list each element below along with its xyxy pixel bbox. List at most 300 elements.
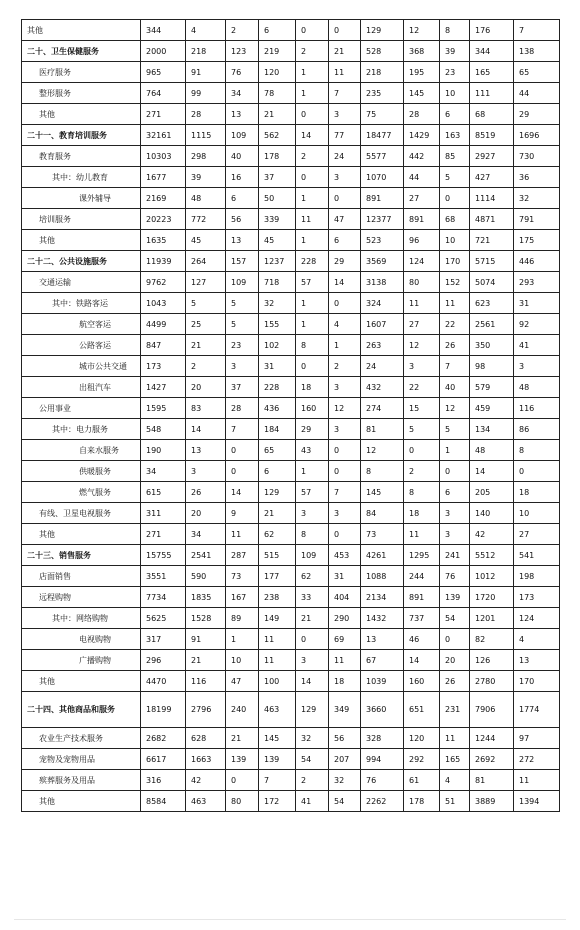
- table-row: [22, 314, 560, 335]
- table-cell: 41: [296, 791, 329, 812]
- table-cell: 33: [296, 587, 329, 608]
- table-cell: 172: [259, 791, 296, 812]
- table-cell: 272: [514, 749, 560, 770]
- table-cell: 175: [514, 230, 560, 251]
- table-row: [22, 524, 560, 545]
- table-cell: 2: [329, 356, 361, 377]
- table-cell: 730: [514, 146, 560, 167]
- table-cell: 5577: [361, 146, 404, 167]
- table-cell: 11: [440, 728, 470, 749]
- table-cell: 442: [404, 146, 440, 167]
- table-cell: 891: [404, 209, 440, 230]
- row-label: 二十二、公共设施服务: [22, 251, 141, 272]
- table-cell: 170: [440, 251, 470, 272]
- table-cell: 7906: [470, 692, 514, 728]
- table-cell: 16: [226, 167, 259, 188]
- row-label: 供暖服务: [22, 461, 141, 482]
- table-cell: 579: [470, 377, 514, 398]
- table-cell: 994: [361, 749, 404, 770]
- row-label: 医疗服务: [22, 62, 141, 83]
- table-cell: 31: [329, 566, 361, 587]
- table-cell: 69: [329, 629, 361, 650]
- table-cell: 134: [470, 419, 514, 440]
- row-label: 二十四、其他商品和服务: [22, 692, 141, 728]
- table-row: [22, 230, 560, 251]
- table-cell: 29: [296, 419, 329, 440]
- table-row: [22, 293, 560, 314]
- table-cell: 27: [404, 188, 440, 209]
- table-cell: 8: [514, 440, 560, 461]
- table-cell: 344: [470, 41, 514, 62]
- table-cell: 5074: [470, 272, 514, 293]
- table-cell: 241: [440, 545, 470, 566]
- row-label: 二十三、销售服务: [22, 545, 141, 566]
- table-cell: 432: [361, 377, 404, 398]
- table-cell: 39: [186, 167, 226, 188]
- table-cell: 891: [361, 188, 404, 209]
- table-cell: 109: [226, 125, 259, 146]
- table-cell: 891: [404, 587, 440, 608]
- table-cell: 1043: [141, 293, 186, 314]
- table-cell: 965: [141, 62, 186, 83]
- row-label: 电视购物: [22, 629, 141, 650]
- table-cell: 0: [226, 770, 259, 791]
- table-cell: 6: [440, 104, 470, 125]
- table-cell: 3: [440, 524, 470, 545]
- table-cell: 24: [329, 146, 361, 167]
- table-cell: 31: [259, 356, 296, 377]
- table-cell: 240: [226, 692, 259, 728]
- table-cell: 5: [404, 419, 440, 440]
- table-cell: 11: [226, 524, 259, 545]
- table-cell: 14: [470, 461, 514, 482]
- table-cell: 57: [296, 482, 329, 503]
- table-cell: 116: [186, 671, 226, 692]
- table-cell: 2796: [186, 692, 226, 728]
- table-row: [22, 608, 560, 629]
- table-cell: 0: [440, 188, 470, 209]
- table-cell: 1774: [514, 692, 560, 728]
- table-cell: 140: [470, 503, 514, 524]
- table-cell: 62: [259, 524, 296, 545]
- table-cell: 129: [361, 20, 404, 41]
- table-cell: 446: [514, 251, 560, 272]
- table-cell: 145: [404, 83, 440, 104]
- table-cell: 24: [361, 356, 404, 377]
- table-cell: 317: [141, 629, 186, 650]
- row-label: 其中：幼儿教育: [22, 167, 141, 188]
- table-cell: 40: [226, 146, 259, 167]
- table-cell: 1835: [186, 587, 226, 608]
- table-cell: 83: [186, 398, 226, 419]
- table-cell: 4871: [470, 209, 514, 230]
- table-row: [22, 356, 560, 377]
- table-cell: 5625: [141, 608, 186, 629]
- table-cell: 11: [259, 650, 296, 671]
- table-cell: 155: [259, 314, 296, 335]
- table-cell: 13: [514, 650, 560, 671]
- table-cell: 4: [440, 770, 470, 791]
- table-cell: 22: [440, 314, 470, 335]
- table-cell: 2780: [470, 671, 514, 692]
- table-row: [22, 587, 560, 608]
- table-cell: 139: [440, 587, 470, 608]
- table-cell: 523: [361, 230, 404, 251]
- row-label: 农业生产技术服务: [22, 728, 141, 749]
- table-cell: 6: [259, 20, 296, 41]
- table-cell: 18: [404, 503, 440, 524]
- table-row: [22, 377, 560, 398]
- table-cell: 2134: [361, 587, 404, 608]
- table-row: [22, 20, 560, 41]
- table-cell: 8: [296, 524, 329, 545]
- table-cell: 129: [296, 692, 329, 728]
- table-cell: 84: [361, 503, 404, 524]
- table-cell: 26: [440, 671, 470, 692]
- table-cell: 126: [470, 650, 514, 671]
- table-cell: 219: [259, 41, 296, 62]
- table-cell: 3: [226, 356, 259, 377]
- table-cell: 3: [296, 650, 329, 671]
- table-cell: 29: [329, 251, 361, 272]
- row-label: 培训服务: [22, 209, 141, 230]
- table-cell: 3660: [361, 692, 404, 728]
- table-row: [22, 41, 560, 62]
- table-cell: 2: [296, 770, 329, 791]
- table-cell: 124: [514, 608, 560, 629]
- table-row: [22, 566, 560, 587]
- table-cell: 10: [440, 83, 470, 104]
- table-cell: 184: [259, 419, 296, 440]
- row-label: 宠物及宠物用品: [22, 749, 141, 770]
- table-cell: 1: [296, 62, 329, 83]
- table-cell: 235: [361, 83, 404, 104]
- table-cell: 296: [141, 650, 186, 671]
- table-cell: 78: [259, 83, 296, 104]
- table-row: [22, 272, 560, 293]
- table-cell: 178: [259, 146, 296, 167]
- table-cell: 177: [259, 566, 296, 587]
- row-label: 其中：网络购物: [22, 608, 141, 629]
- table-cell: 368: [404, 41, 440, 62]
- table-cell: 238: [259, 587, 296, 608]
- table-row: [22, 770, 560, 791]
- table-cell: 29: [514, 104, 560, 125]
- row-label: 城市公共交通: [22, 356, 141, 377]
- table-cell: 80: [226, 791, 259, 812]
- table-cell: 145: [259, 728, 296, 749]
- table-cell: 80: [404, 272, 440, 293]
- table-cell: 0: [296, 104, 329, 125]
- table-cell: 3889: [470, 791, 514, 812]
- table-cell: 13: [186, 440, 226, 461]
- table-cell: 3: [296, 503, 329, 524]
- table-cell: 23: [440, 62, 470, 83]
- table-cell: 12: [404, 20, 440, 41]
- table-cell: 21: [296, 608, 329, 629]
- table-cell: 4499: [141, 314, 186, 335]
- table-cell: 109: [296, 545, 329, 566]
- table-cell: 43: [296, 440, 329, 461]
- table-cell: 11939: [141, 251, 186, 272]
- row-label: 殡葬服务及用品: [22, 770, 141, 791]
- table-cell: 651: [404, 692, 440, 728]
- table-cell: 0: [329, 461, 361, 482]
- table-cell: 2: [296, 146, 329, 167]
- table-cell: 562: [259, 125, 296, 146]
- table-cell: 344: [141, 20, 186, 41]
- table-cell: 339: [259, 209, 296, 230]
- table-cell: 138: [514, 41, 560, 62]
- row-label: 教育服务: [22, 146, 141, 167]
- table-cell: 228: [259, 377, 296, 398]
- table-cell: 623: [470, 293, 514, 314]
- table-body: [22, 20, 560, 812]
- row-label: 燃气服务: [22, 482, 141, 503]
- table-cell: 2541: [186, 545, 226, 566]
- table-cell: 4: [329, 314, 361, 335]
- table-cell: 2927: [470, 146, 514, 167]
- table-cell: 1607: [361, 314, 404, 335]
- table-cell: 152: [440, 272, 470, 293]
- table-cell: 160: [296, 398, 329, 419]
- table-cell: 173: [141, 356, 186, 377]
- table-cell: 0: [514, 461, 560, 482]
- table-cell: 102: [259, 335, 296, 356]
- table-row: [22, 671, 560, 692]
- table-cell: 3: [329, 419, 361, 440]
- table-cell: 111: [470, 83, 514, 104]
- table-cell: 36: [514, 167, 560, 188]
- table-cell: 11: [296, 209, 329, 230]
- table-cell: 18: [514, 482, 560, 503]
- table-cell: 28: [226, 398, 259, 419]
- table-cell: 541: [514, 545, 560, 566]
- table-cell: 120: [404, 728, 440, 749]
- table-cell: 26: [440, 335, 470, 356]
- table-cell: 21: [186, 335, 226, 356]
- table-cell: 0: [329, 524, 361, 545]
- table-cell: 3: [186, 461, 226, 482]
- table-cell: 1: [296, 314, 329, 335]
- row-label: 其他: [22, 230, 141, 251]
- table-cell: 3: [329, 377, 361, 398]
- table-cell: 1039: [361, 671, 404, 692]
- table-cell: 590: [186, 566, 226, 587]
- table-row: [22, 83, 560, 104]
- table-cell: 76: [226, 62, 259, 83]
- table-row: [22, 167, 560, 188]
- table-cell: 20223: [141, 209, 186, 230]
- table-cell: 28: [186, 104, 226, 125]
- table-cell: 3: [440, 503, 470, 524]
- table-cell: 25: [186, 314, 226, 335]
- table-cell: 1237: [259, 251, 296, 272]
- table-cell: 139: [259, 749, 296, 770]
- table-cell: 228: [296, 251, 329, 272]
- table-cell: 3569: [361, 251, 404, 272]
- table-cell: 427: [470, 167, 514, 188]
- table-cell: 32: [329, 770, 361, 791]
- table-cell: 50: [259, 188, 296, 209]
- row-label: 其他: [22, 20, 141, 41]
- table-cell: 32: [296, 728, 329, 749]
- table-cell: 116: [514, 398, 560, 419]
- table-cell: 3: [404, 356, 440, 377]
- table-cell: 157: [226, 251, 259, 272]
- table-cell: 160: [404, 671, 440, 692]
- table-cell: 207: [329, 749, 361, 770]
- table-cell: 9762: [141, 272, 186, 293]
- table-cell: 1429: [404, 125, 440, 146]
- table-cell: 0: [329, 20, 361, 41]
- table-cell: 34: [226, 83, 259, 104]
- table-cell: 20: [186, 503, 226, 524]
- table-cell: 77: [329, 125, 361, 146]
- table-cell: 1295: [404, 545, 440, 566]
- table-cell: 91: [186, 629, 226, 650]
- table-cell: 7: [329, 83, 361, 104]
- row-label: 整形服务: [22, 83, 141, 104]
- table-cell: 57: [296, 272, 329, 293]
- table-cell: 13: [361, 629, 404, 650]
- table-cell: 1: [296, 230, 329, 251]
- table-cell: 271: [141, 104, 186, 125]
- table-cell: 1: [440, 440, 470, 461]
- table-cell: 0: [440, 629, 470, 650]
- row-label: 公路客运: [22, 335, 141, 356]
- table-cell: 1720: [470, 587, 514, 608]
- table-row: [22, 545, 560, 566]
- table-cell: 10303: [141, 146, 186, 167]
- table-cell: 21: [329, 41, 361, 62]
- table-cell: 2: [226, 20, 259, 41]
- table-cell: 15755: [141, 545, 186, 566]
- table-cell: 3551: [141, 566, 186, 587]
- table-cell: 5: [226, 314, 259, 335]
- table-row: [22, 461, 560, 482]
- table-cell: 100: [259, 671, 296, 692]
- table-row: [22, 692, 560, 728]
- table-cell: 65: [514, 62, 560, 83]
- table-row: [22, 650, 560, 671]
- table-cell: 11: [404, 293, 440, 314]
- table-cell: 139: [226, 749, 259, 770]
- row-label: 自来水服务: [22, 440, 141, 461]
- table-cell: 61: [404, 770, 440, 791]
- table-cell: 436: [259, 398, 296, 419]
- table-cell: 120: [259, 62, 296, 83]
- table-cell: 109: [226, 272, 259, 293]
- table-cell: 62: [296, 566, 329, 587]
- table-cell: 528: [361, 41, 404, 62]
- table-cell: 91: [186, 62, 226, 83]
- table-cell: 45: [259, 230, 296, 251]
- table-cell: 13: [226, 230, 259, 251]
- table-cell: 6: [440, 482, 470, 503]
- table-cell: 85: [440, 146, 470, 167]
- table-cell: 195: [404, 62, 440, 83]
- table-cell: 48: [186, 188, 226, 209]
- table-cell: 20: [440, 650, 470, 671]
- table-cell: 298: [186, 146, 226, 167]
- table-cell: 274: [361, 398, 404, 419]
- table-cell: 7: [329, 482, 361, 503]
- table-cell: 27: [404, 314, 440, 335]
- table-cell: 1427: [141, 377, 186, 398]
- table-cell: 218: [186, 41, 226, 62]
- table-cell: 7: [259, 770, 296, 791]
- table-cell: 37: [259, 167, 296, 188]
- table-cell: 32: [514, 188, 560, 209]
- table-cell: 0: [329, 440, 361, 461]
- table-cell: 12: [404, 335, 440, 356]
- table-cell: 1696: [514, 125, 560, 146]
- table-cell: 11: [259, 629, 296, 650]
- table-cell: 46: [404, 629, 440, 650]
- table-cell: 178: [404, 791, 440, 812]
- table-cell: 54: [440, 608, 470, 629]
- table-row: [22, 440, 560, 461]
- row-label: 其中：铁路客运: [22, 293, 141, 314]
- table-cell: 165: [440, 749, 470, 770]
- table-cell: 4261: [361, 545, 404, 566]
- table-cell: 12: [361, 440, 404, 461]
- table-cell: 54: [329, 791, 361, 812]
- row-label: 店面销售: [22, 566, 141, 587]
- table-row: [22, 146, 560, 167]
- row-label: 其他: [22, 524, 141, 545]
- table-cell: 5715: [470, 251, 514, 272]
- table-cell: 20: [186, 377, 226, 398]
- table-cell: 628: [186, 728, 226, 749]
- table-cell: 127: [186, 272, 226, 293]
- table-cell: 324: [361, 293, 404, 314]
- table-cell: 1677: [141, 167, 186, 188]
- table-cell: 0: [404, 440, 440, 461]
- table-cell: 129: [259, 482, 296, 503]
- table-cell: 42: [470, 524, 514, 545]
- table-cell: 4: [514, 629, 560, 650]
- table-cell: 65: [259, 440, 296, 461]
- table-cell: 48: [514, 377, 560, 398]
- row-label: 交通运输: [22, 272, 141, 293]
- table-cell: 1635: [141, 230, 186, 251]
- table-cell: 34: [141, 461, 186, 482]
- table-cell: 40: [440, 377, 470, 398]
- table-cell: 73: [361, 524, 404, 545]
- table-cell: 1012: [470, 566, 514, 587]
- table-cell: 47: [329, 209, 361, 230]
- table-cell: 350: [470, 335, 514, 356]
- table-cell: 45: [186, 230, 226, 251]
- table-cell: 18: [329, 671, 361, 692]
- table-cell: 6: [226, 188, 259, 209]
- table-cell: 18: [296, 377, 329, 398]
- table-cell: 737: [404, 608, 440, 629]
- table-cell: 0: [329, 188, 361, 209]
- table-cell: 7: [440, 356, 470, 377]
- table-cell: 1: [329, 335, 361, 356]
- table-cell: 34: [186, 524, 226, 545]
- table-cell: 51: [440, 791, 470, 812]
- table-cell: 2692: [470, 749, 514, 770]
- table-cell: 48: [470, 440, 514, 461]
- table-cell: 21: [259, 104, 296, 125]
- table-cell: 2: [296, 41, 329, 62]
- table-cell: 8: [404, 482, 440, 503]
- table-cell: 145: [361, 482, 404, 503]
